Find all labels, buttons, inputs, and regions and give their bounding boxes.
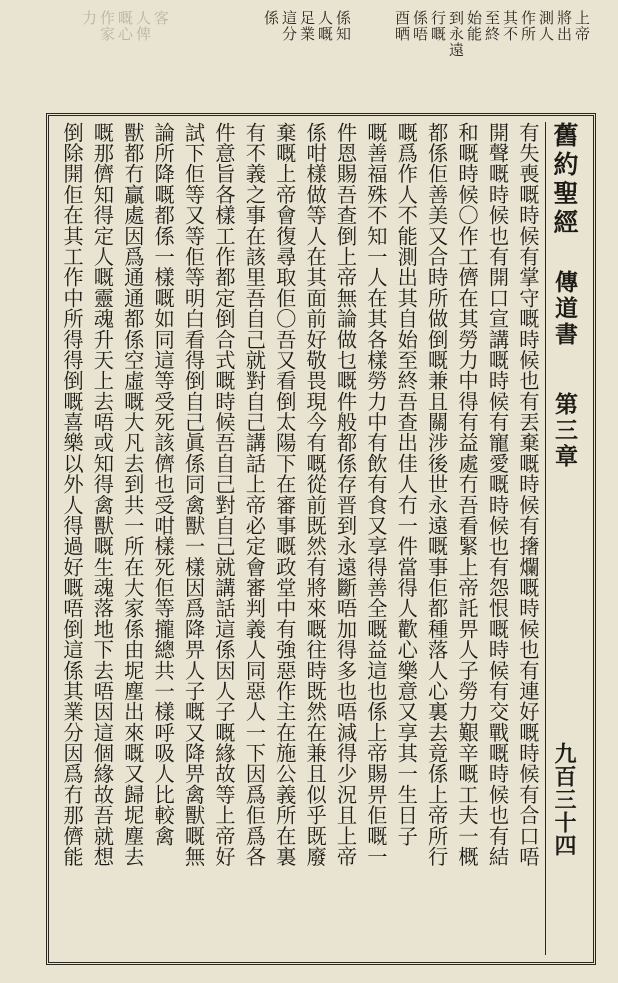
headnotes [0, 10, 618, 110]
headnote-column: 酉晒 [393, 10, 411, 42]
headnote-column: 作家 [98, 10, 116, 42]
text-column: 和嘅時候〇作工儕在其勞力中得有益處冇吾看緊上帝託畀人子勞力艱辛嘅工夫一概 [455, 122, 480, 867]
headnote-column: 力 [80, 10, 98, 26]
text-column: 棄嘅上帝會復尋取佢〇吾又看倒太陽下在審事嘅政堂中有強惡作主在施公義所在裏 [272, 122, 297, 867]
headnote-column: 嘅心 [116, 10, 134, 42]
headnote-column: 其不 [501, 10, 519, 42]
headnote-column: 始能 [465, 10, 483, 42]
headnote-block [262, 10, 351, 110]
headnote-column: 人嘅 [316, 10, 334, 42]
body-text [58, 122, 545, 955]
running-header [545, 122, 581, 955]
text-column: 嘅那儕知得定人嘅靈魂升天上去唔或知得禽獸嘅生魂落地下去唔因這個緣故吾就想 [90, 122, 115, 867]
text-column: 有失喪嘅時候有掌守嘅時候也有丟棄嘅時候有撦爛嘅時候也有連好嘅時候有合口唔 [515, 122, 540, 867]
headnote-column: 係知 [334, 10, 352, 42]
headnote-column: 人俾 [134, 10, 152, 42]
headnote-column: 測人 [537, 10, 555, 42]
book-section: 傳道書 [551, 270, 578, 348]
headnote-column: 上帝 [573, 10, 591, 42]
text-column: 嘅善福殊不知一人在其各樣勞力中有飲有食又享得善全嘅益這也係上帝賜畀佢嘅一 [363, 122, 388, 867]
text-column: 件意旨各樣工作都定倒合式嘅時候吾自己對自己就講話這係因人子嘅緣故等上帝好 [211, 122, 236, 867]
headnote-column: 作所 [519, 10, 537, 42]
headnote-block [393, 10, 590, 110]
book-title: 舊約聖經 [550, 122, 579, 238]
text-column: 開聲嘅時候也有開口宣講嘅時候有寵愛嘅時候也有怨恨嘅時候有交戰嘅時候也有結 [485, 122, 510, 867]
headnote-column: 係 [262, 10, 280, 26]
page-content [58, 122, 581, 955]
headnote-column: 係唔 [411, 10, 429, 42]
page-number: 九百三十四 [551, 742, 577, 857]
headnote-column: 足業 [298, 10, 316, 42]
text-column: 試下佢等又等佢等明白看得倒自己眞係同禽獸一樣因爲降畀人子嘅又降畀禽獸嘅無 [181, 122, 206, 867]
headnote-column: 到永遠 [447, 10, 465, 58]
text-column: 都係佢善美又合時所做倒嘅兼且關涉後世永遠嘅事佢都種落人心裏去竟係上帝所行 [424, 122, 449, 867]
text-column: 嘅爲作人不能測出其自始至終吾查出佳人冇一件當得人歡心樂意又享其一生日子 [394, 122, 419, 847]
headnote-column: 行嘅 [429, 10, 447, 42]
text-column: 論所降嘅都係一樣嘅如同這等受死該儕也受咁樣死佢等攏總共一樣呼吸人比較禽 [151, 122, 176, 847]
text-column: 獸都冇贏處因爲通通都係空虛嘅大凡去到共一所在大家係由坭塵出來嘅又歸坭塵去 [120, 122, 145, 867]
headnote-block [80, 10, 169, 110]
headnote-column: 客 [152, 10, 170, 26]
text-column: 倒除開佢在其工作中所得得倒嘅喜樂以外人得過好嘅唔倒這係其業分因爲冇那儕能 [60, 122, 84, 867]
headnote-column: 將出 [555, 10, 573, 42]
text-column: 係咁樣做等人在其面前好敬畏現今有嘅從前既然有將來嘅往時既然在兼且似乎既廢 [303, 122, 328, 867]
headnote-column: 至終 [483, 10, 501, 42]
chapter-label: 第三章 [551, 392, 578, 470]
text-column: 有不義之事在該里吾自己就對自己講話上帝必定會審判義人同惡人一下因爲佢爲各 [242, 122, 267, 867]
headnote-column: 這分 [280, 10, 298, 42]
text-column: 件恩賜吾查倒上帝無論做乜嘅件般都係存晋到永遠斷唔加得多也唔減得少況且上帝 [333, 122, 358, 867]
